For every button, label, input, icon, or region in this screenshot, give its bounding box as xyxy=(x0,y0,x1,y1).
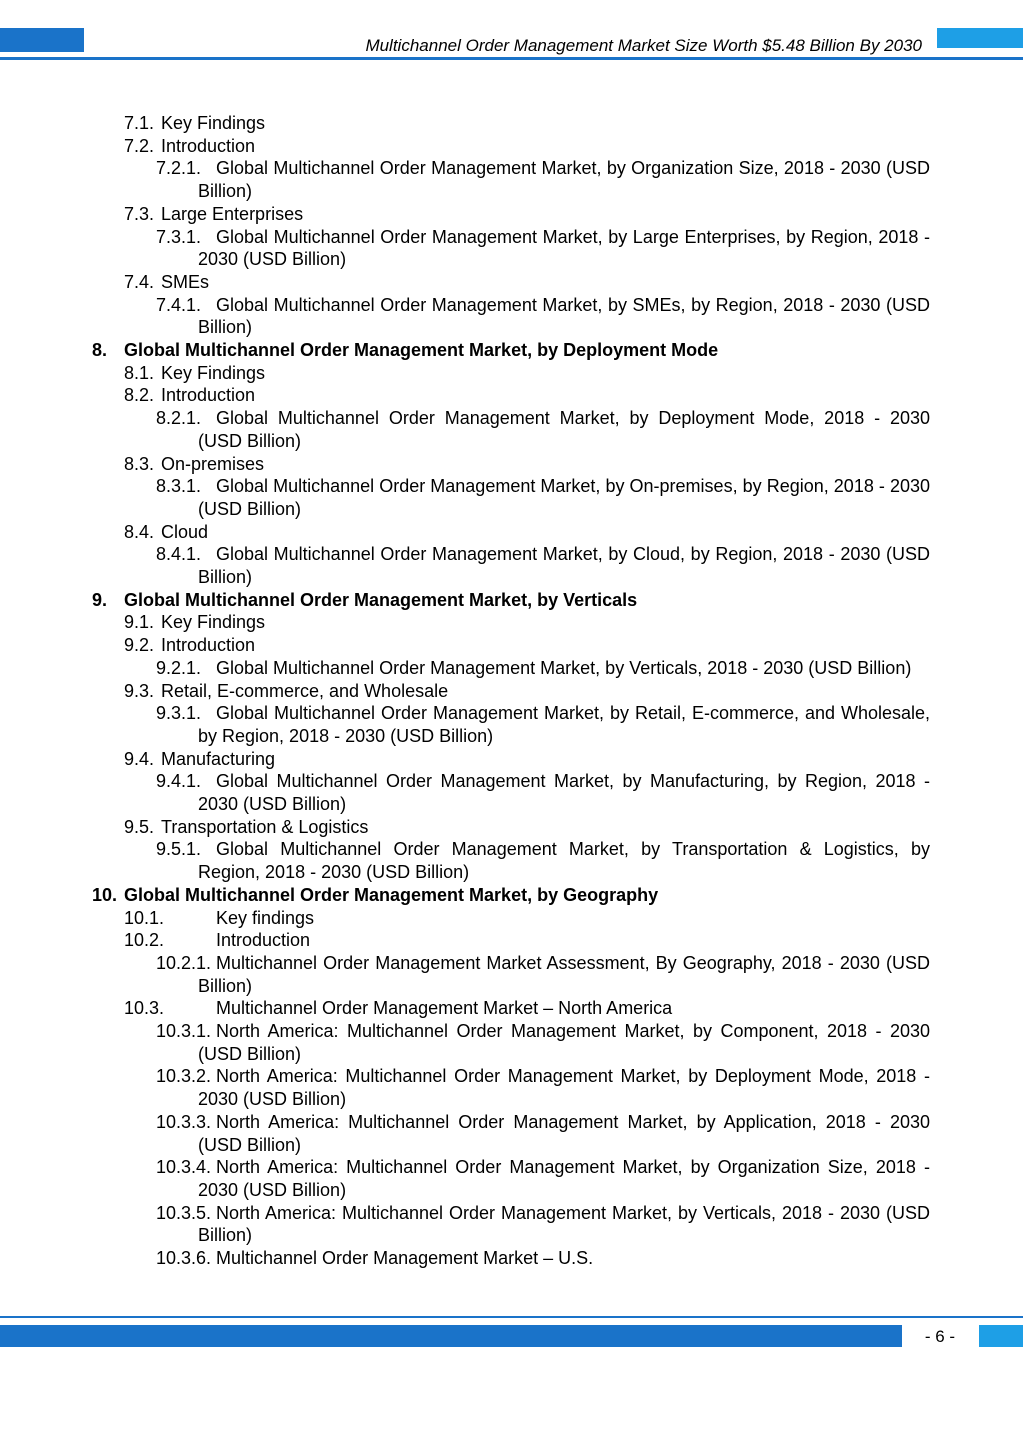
toc-entry-number: 7.4.1. xyxy=(156,294,202,315)
toc-entry-title: Introduction xyxy=(216,930,311,951)
toc-entry-title: Global Multichannel Order Management Market, by Cloud, by Region, 2018 - 2030 (USD Billion) xyxy=(198,544,930,587)
toc-entry-number: 7.2. xyxy=(124,135,155,156)
header-accent-bar-left xyxy=(0,28,84,52)
toc-entry-number: 7.3. xyxy=(124,203,155,224)
toc-entry-number: 10.2. xyxy=(124,930,165,951)
toc-entry-number: 10.2.1. xyxy=(156,952,212,973)
toc-entry-title: Cloud xyxy=(161,521,209,542)
toc-entry-number: 9.2.1. xyxy=(156,657,202,678)
toc-entry-number: 8.4. xyxy=(124,521,155,542)
toc-entry-title: North America: Multichannel Order Management Market, by Component, 2018 - 2030 (USD Billion) xyxy=(198,1021,930,1064)
toc-entry-number: 8.2. xyxy=(124,385,155,406)
toc-entry-title: Key Findings xyxy=(161,612,266,633)
toc-entry-title: Global Multichannel Order Management Market, by Verticals, 2018 - 2030 (USD Billion) xyxy=(216,657,912,678)
toc-entry-title: Global Multichannel Order Management Market, by Manufacturing, by Region, 2018 - 2030 (USD Billion) xyxy=(198,771,930,814)
page-number: - 6 - xyxy=(924,1327,956,1346)
toc-entry-title: Global Multichannel Order Management Market, by Deployment Mode, 2018 - 2030 (USD Billion) xyxy=(198,408,930,451)
toc-entry-title: Global Multichannel Order Management Market, by Large Enterprises, by Region, 2018 - 2030 (USD Billion) xyxy=(198,226,930,270)
toc-entry-number: 10.3.6. xyxy=(156,1248,212,1268)
toc-entry-title: Global Multichannel Order Management Market, by SMEs, by Region, 2018 - 2030 (USD Billion) xyxy=(198,294,930,338)
toc-entry-number: 9.4.1. xyxy=(156,771,202,792)
toc-entry-title: North America: Multichannel Order Management Market, by Application, 2018 - 2030 (USD Billion) xyxy=(198,1111,930,1155)
header-accent-bar-right xyxy=(937,28,1023,48)
toc-entry-number: 8. xyxy=(92,340,108,360)
toc-entry-title: Multichannel Order Management Market – U.S. xyxy=(216,1248,594,1268)
toc-entry-title: Global Multichannel Order Management Market, by Geography xyxy=(124,884,659,905)
toc-entry-title: Key Findings xyxy=(161,362,266,383)
toc-entry-title: SMEs xyxy=(161,271,210,292)
toc-entry-title: Introduction xyxy=(161,385,256,406)
toc-entry-title: Global Multichannel Order Management Market, by Retail, E-commerce, and Wholesale, by Region, 2018 - 2030 (USD Billion) xyxy=(198,703,930,746)
toc-entry-title: North America: Multichannel Order Management Market, by Organization Size, 2018 - 2030 (USD Billion) xyxy=(198,1157,930,1200)
toc-entry-title: Multichannel Order Management Market – North America xyxy=(216,998,673,1019)
toc-entry-number: 10.3. xyxy=(124,998,165,1019)
toc-entry-number: 9. xyxy=(92,589,108,610)
toc-entry-title: North America: Multichannel Order Management Market, by Deployment Mode, 2018 - 2030 (USD Billion) xyxy=(198,1066,930,1110)
toc-entry-number: 9.5.1. xyxy=(156,839,202,860)
toc-entry-title: Introduction xyxy=(161,135,256,156)
toc-entry-number: 7.1. xyxy=(124,113,155,133)
toc-entry-title: Manufacturing xyxy=(161,748,276,769)
toc-entry-title: Global Multichannel Order Management Market, by On-premises, by Region, 2018 - 2030 (USD Billion) xyxy=(198,476,930,519)
toc-entry-title: Retail, E-commerce, and Wholesale xyxy=(161,680,449,701)
toc-entry-number: 9.1. xyxy=(124,612,155,633)
toc-entry-number: 9.3. xyxy=(124,680,155,701)
toc-entry-number: 10.3.5. xyxy=(156,1202,212,1223)
toc-entry-number: 10.3.2. xyxy=(156,1066,212,1087)
toc-entry-number: 7.4. xyxy=(124,271,155,292)
toc-entry-number: 9.5. xyxy=(124,816,155,837)
toc-entry-number: 8.1. xyxy=(124,362,155,383)
header-divider xyxy=(0,57,1023,60)
toc-entry-number: 8.2.1. xyxy=(156,408,202,429)
toc-entry-number: 10.3.3. xyxy=(156,1111,212,1132)
toc-entry-number: 10.3.1. xyxy=(156,1021,212,1041)
toc-entry-number: 8.3.1. xyxy=(156,476,202,497)
toc-entry-number: 9.2. xyxy=(124,635,155,656)
footer-accent-bar xyxy=(0,1325,902,1347)
toc-entry-number: 10.1. xyxy=(124,907,165,928)
toc-entry-title: Global Multichannel Order Management Market, by Deployment Mode xyxy=(124,340,719,360)
toc-entry-title: Global Multichannel Order Management Market, by Verticals xyxy=(124,589,638,610)
footer-accent-bar-right xyxy=(979,1325,1023,1347)
toc-entry-number: 7.3.1. xyxy=(156,226,202,247)
toc-entry-title: Key Findings xyxy=(161,113,266,133)
toc-entry-number: 10.3.4. xyxy=(156,1157,212,1178)
toc-entry-title: Multichannel Order Management Market Assessment, By Geography, 2018 - 2030 (USD Billion) xyxy=(198,952,930,996)
toc-entry-number: 10. xyxy=(92,884,118,905)
toc-entry-title: On-premises xyxy=(161,453,265,474)
toc-entry-title: Global Multichannel Order Management Market, by Organization Size, 2018 - 2030 (USD Billion) xyxy=(198,158,930,202)
toc-entry-number: 8.3. xyxy=(124,453,155,474)
toc-entry-title: Introduction xyxy=(161,635,256,656)
toc-entry-number: 9.3.1. xyxy=(156,703,202,724)
toc-entry-number: 8.4.1. xyxy=(156,544,202,565)
toc-entry-title: Transportation & Logistics xyxy=(161,816,369,837)
page-header-title: Multichannel Order Management Market Size Worth $5.48 Billion By 2030 xyxy=(365,36,922,55)
toc-entry-title: North America: Multichannel Order Management Market, by Verticals, 2018 - 2030 (USD Billion) xyxy=(198,1202,930,1246)
toc-entry-title: Key findings xyxy=(216,907,315,928)
toc-entry-number: 9.4. xyxy=(124,748,155,769)
footer-divider xyxy=(0,1316,1023,1318)
toc-entry-title: Large Enterprises xyxy=(161,203,304,224)
toc-entry-title: Global Multichannel Order Management Market, by Transportation & Logistics, by Region, 2018 - 2030 (USD Billion) xyxy=(198,839,930,883)
toc-entry-number: 7.2.1. xyxy=(156,158,202,179)
